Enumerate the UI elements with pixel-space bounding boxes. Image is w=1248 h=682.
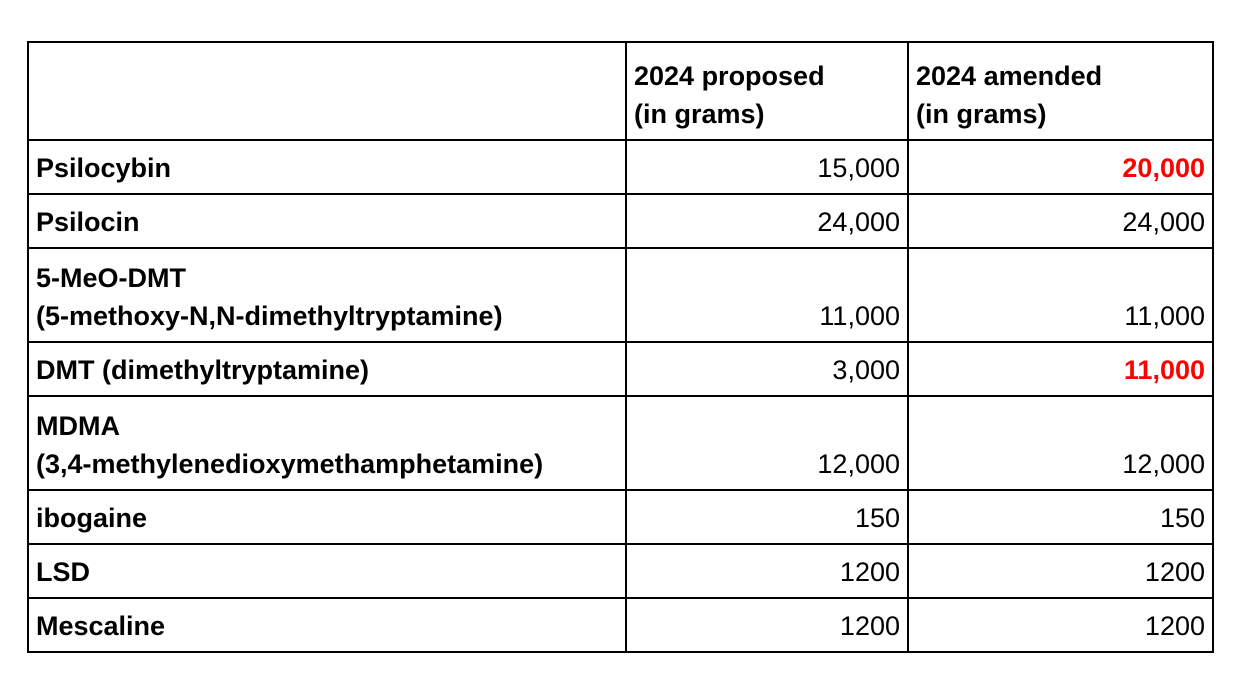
- substance-name-line: LSD: [36, 557, 90, 587]
- table-row: [28, 248, 1213, 342]
- proposed-value: 1200: [626, 598, 908, 652]
- proposed-value: 24,000: [626, 194, 908, 248]
- substance-name: [28, 140, 626, 194]
- proposed-value: 15,000: [626, 140, 908, 194]
- proposed-value: 11,000: [626, 248, 908, 342]
- substance-name: [28, 598, 626, 652]
- substance-name-detail: (3,4-methylenedioxymethamphetamine): [36, 449, 544, 479]
- substance-name-line: ibogaine: [36, 503, 148, 533]
- table-row: [28, 194, 1213, 248]
- substance-name: [28, 248, 626, 342]
- substance-name-line: 5-MeO-DMT: [36, 263, 186, 293]
- amended-value: 24,000: [908, 194, 1213, 248]
- substance-name-line: Mescaline: [36, 611, 166, 641]
- proposed-value: 3,000: [626, 342, 908, 396]
- substance-name-line: Psilocybin: [36, 153, 172, 183]
- substance-name-line: DMT (dimethyltryptamine): [36, 355, 370, 385]
- amended-value: 1200: [908, 598, 1213, 652]
- header-proposed-title: 2024 proposed: [634, 61, 825, 91]
- proposed-value: 1200: [626, 544, 908, 598]
- header-substance: [28, 42, 626, 140]
- substance-name: [28, 396, 626, 490]
- proposed-value: 12,000: [626, 396, 908, 490]
- header-row: [28, 42, 1213, 140]
- substance-name-line: Psilocin: [36, 207, 140, 237]
- table-row: [28, 342, 1213, 396]
- substance-name: [28, 342, 626, 396]
- substance-name-detail: (5-methoxy-N,N-dimethyltryptamine): [36, 301, 503, 331]
- table-row: [28, 544, 1213, 598]
- amended-value: 1200: [908, 544, 1213, 598]
- quota-table: [27, 41, 1214, 653]
- header-amended-unit: (in grams): [916, 99, 1047, 129]
- header-proposed: [626, 42, 908, 140]
- proposed-value: 150: [626, 490, 908, 544]
- amended-value: 20,000: [908, 140, 1213, 194]
- substance-name: [28, 194, 626, 248]
- header-amended-title: 2024 amended: [916, 61, 1103, 91]
- table-row: [28, 598, 1213, 652]
- amended-value: 150: [908, 490, 1213, 544]
- header-proposed-unit: (in grams): [634, 99, 765, 129]
- table-row: [28, 140, 1213, 194]
- amended-value: 12,000: [908, 396, 1213, 490]
- table-row: [28, 490, 1213, 544]
- substance-name: [28, 544, 626, 598]
- substance-name-line: MDMA: [36, 411, 120, 441]
- table-row: [28, 396, 1213, 490]
- substance-name: [28, 490, 626, 544]
- header-amended: [908, 42, 1213, 140]
- amended-value: 11,000: [908, 342, 1213, 396]
- amended-value: 11,000: [908, 248, 1213, 342]
